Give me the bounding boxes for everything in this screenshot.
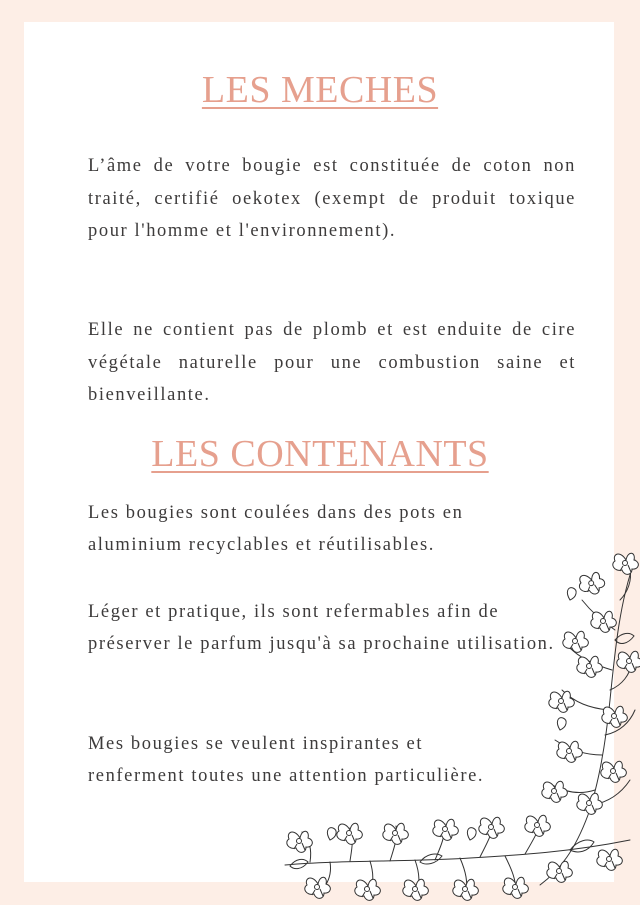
section-title-contenants: LES CONTENANTS <box>151 433 489 475</box>
contenants-paragraph-2: Léger et pratique, ils sont refermables afin de préserver le parfum jusqu'à sa prochaine utilisation. <box>88 602 555 654</box>
meches-paragraph-1: L’âme de votre bougie est constituée de coton non traité, certifié oekotex (exempt de produit toxique pour l'homme et l'environnement). <box>88 156 576 241</box>
floral-illustration <box>270 540 640 905</box>
meches-paragraph-2: Elle ne contient pas de plomb et est enduite de cire végétale naturelle pour une combustion saine et bienveillante. <box>88 320 576 405</box>
contenants-paragraph-3: Mes bougies se veulent inspirantes et renferment toutes une attention particulière. <box>88 734 485 786</box>
section-title-meches: LES MECHES <box>201 69 439 111</box>
contenants-paragraph-1: Les bougies sont coulées dans des pots en aluminium recyclables et réutilisables. <box>88 503 464 555</box>
